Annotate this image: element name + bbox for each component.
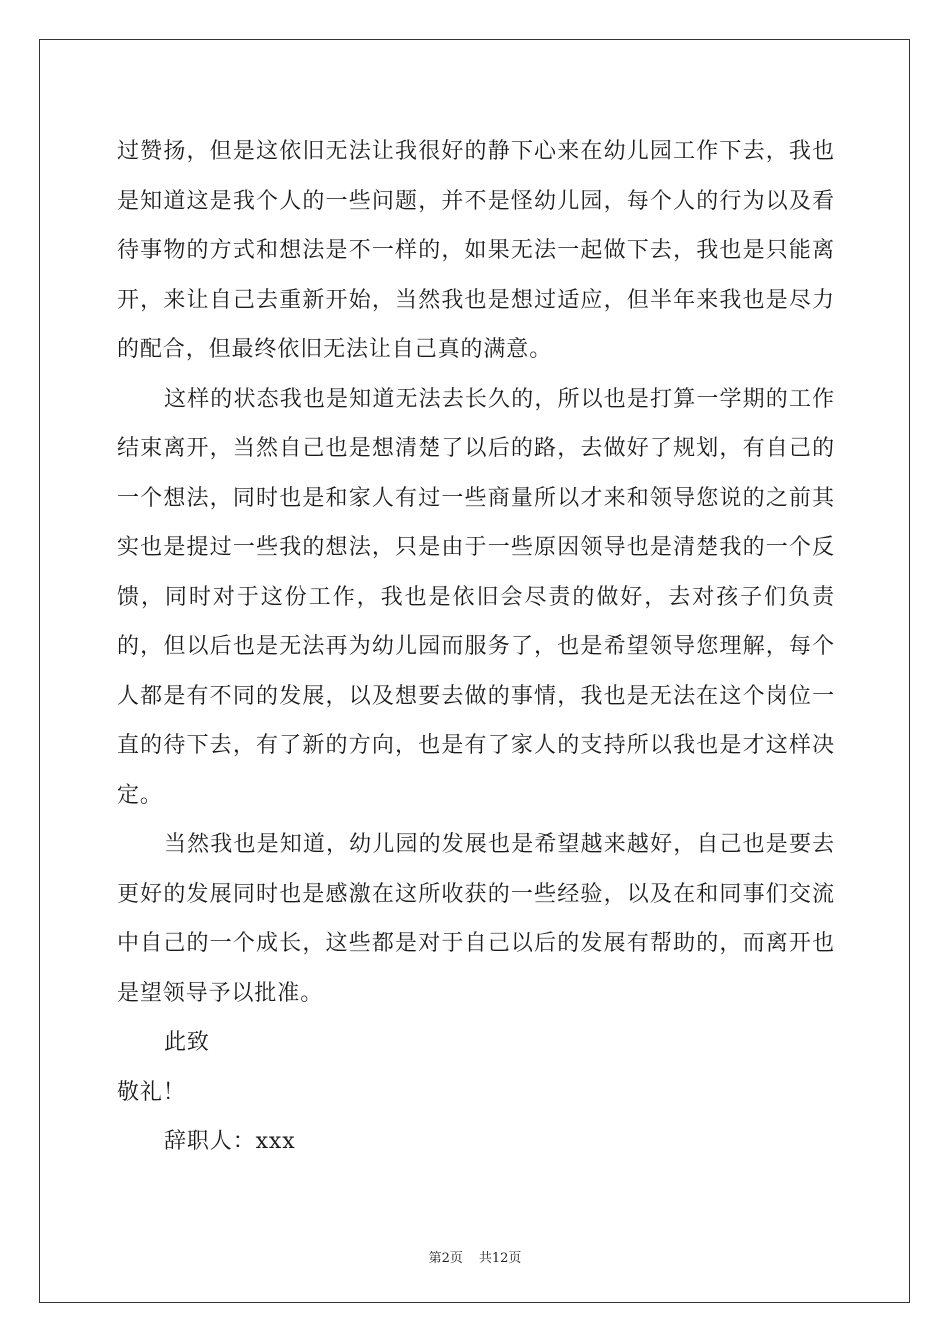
salutation-line: 敬礼！ [117,1079,186,1105]
paragraph-1: 过赞扬，但是这依旧无法让我很好的静下心来在幼儿园工作下去，我也是知道这是我个人的一些问题，并不是怪幼儿园，每个人的行为以及看待事物的方式和想法是不一样的，如果无法一起做下去，我也是只能离开，来让自己去重新开始，当然我也是想过适应，但半年来我也是尽力的配合，但最终依旧无法让自己真的满意。 [117,139,835,362]
page-number: 第2页 [428,1251,463,1266]
closing-line: 此致 [164,1030,210,1055]
paragraph-2: 这样的状态我也是知道无法去长久的，所以也是打算一学期的工作结束离开，当然自己也是想清楚了以后的路，去做好了规划，有自己的一个想法，同时也是和家人有过一些商量所以才来和领导您说的之前其实也是提过一些我的想法，只是由于一些原因领导也是清楚我的一个反馈，同时对于这份工作，我也是依旧会尽责的做好，去对孩子们负责的，但以后也是无法再为幼儿园而服务了，也是希望领导您理解，每个人都是有不同的发展，以及想要去做的事情，我也是无法在这个岗位一直的待下去，有了新的方向，也是有了家人的支持所以我也是才这样决定。 [117,386,835,808]
letter-body [117,127,835,1167]
signature-line: 辞职人：xxx [164,1129,296,1154]
page-footer [0,1247,950,1266]
total-pages: 共12页 [478,1251,522,1266]
paragraph-3: 当然我也是知道，幼儿园的发展也是希望越来越好，自己也是要去更好的发展同时也是感激在这所收获的一些经验，以及在和同事们交流中自己的一个成长，这些都是对于自己以后的发展有帮助的，而离开也是望领导予以批准。 [117,832,835,1006]
